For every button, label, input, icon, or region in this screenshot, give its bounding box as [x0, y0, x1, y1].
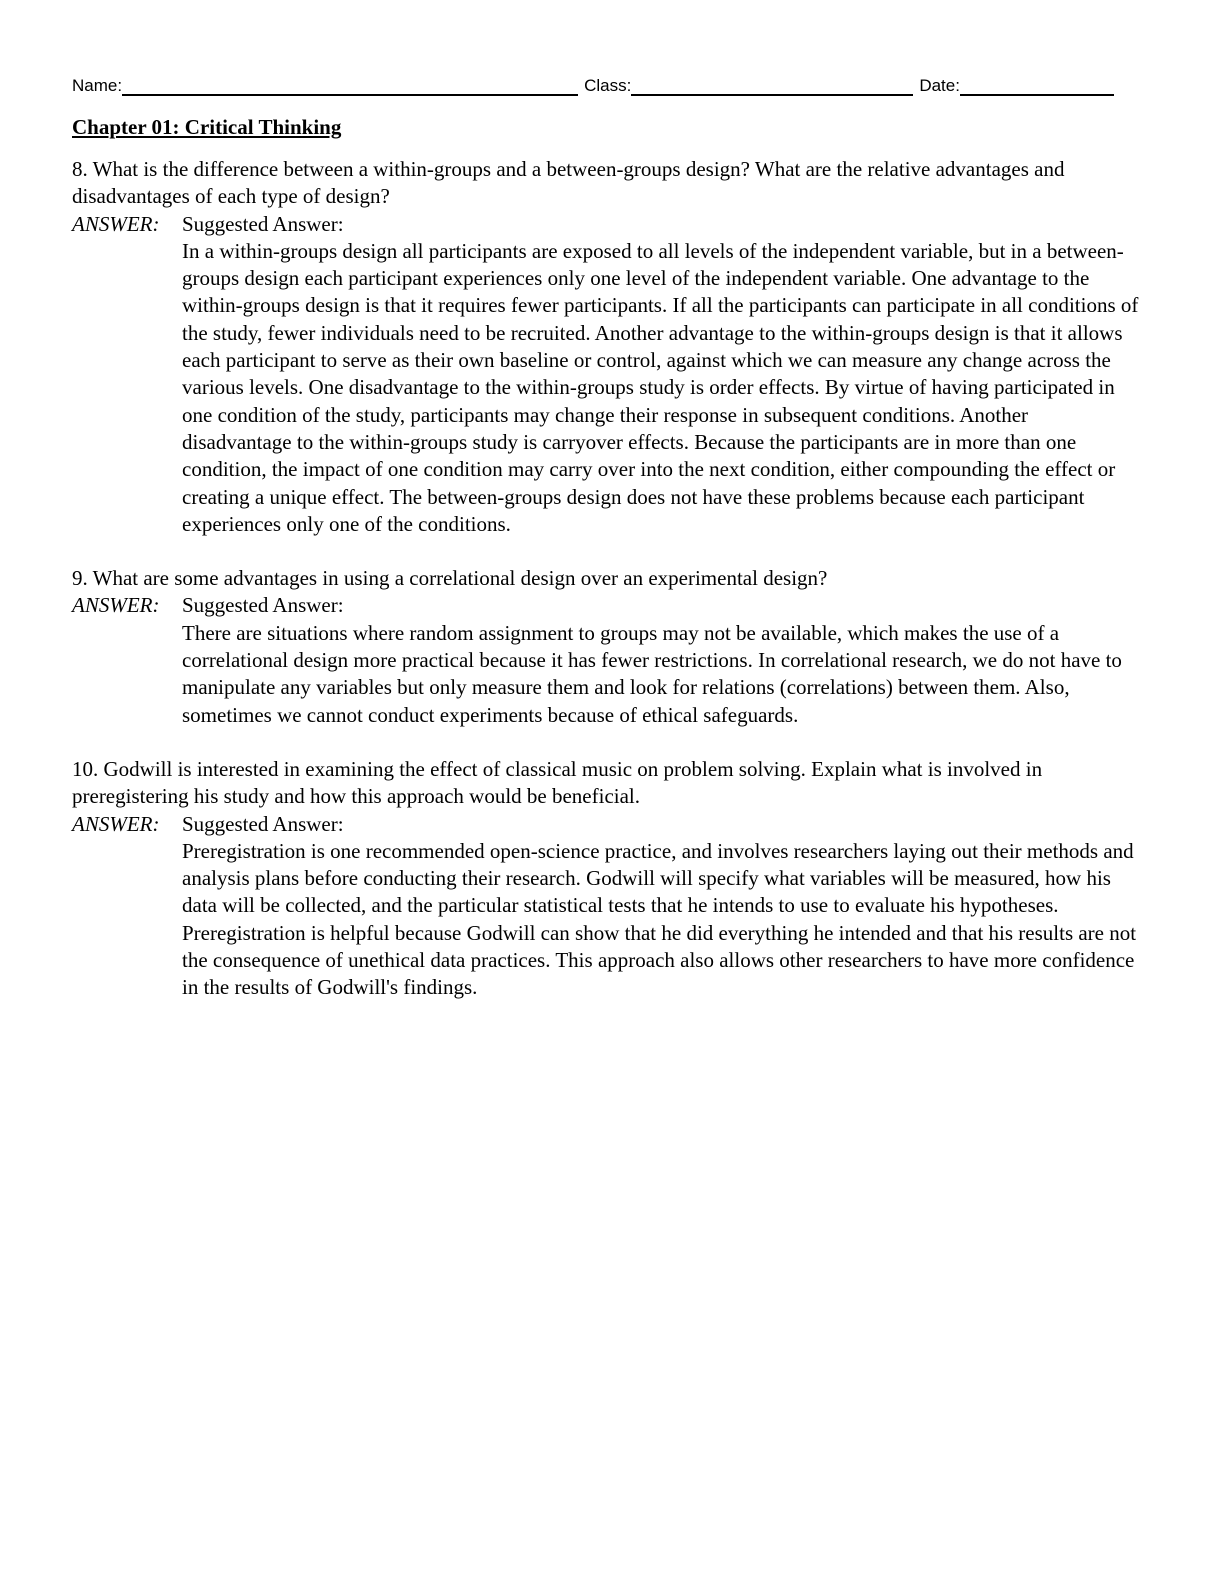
question-text: 9. What are some advantages in using a correlational design over an experimental design? — [72, 566, 828, 591]
chapter-title: Chapter 01: Critical Thinking — [72, 115, 342, 139]
answer-body: Preregistration is one recommended open-science practice, and involves researchers laying out their methods and analysis plans before conducting their research. Godwill will specify what variables will be measured, how his data will be collected, and the particular statistical tests that he intends to use to evaluate his hypotheses. Preregistration is helpful because Godwill can show that he did everything he intended and that his results are not the consequence of unethical data practices. This approach also allows other researchers to have more confidence in the results of Godwill's findings. — [182, 838, 1137, 1000]
date-label: Date: — [919, 76, 960, 95]
student-info-header — [72, 70, 1142, 96]
answer-header — [72, 592, 1142, 619]
suggested-answer-heading: Suggested Answer: — [182, 211, 344, 236]
answer-header — [72, 811, 1142, 838]
name-field-line — [122, 74, 578, 96]
question-10 — [72, 756, 1142, 1002]
answer-label: ANSWER: — [72, 211, 160, 236]
question-text: 8. What is the difference between a within-groups and a between-groups design? What are the relative advantages and disadvantages of each type of design? — [72, 157, 1065, 209]
answer-body: In a within-groups design all participants are exposed to all levels of the independent variable, but in a between-groups design each participant experiences only one level of the independent variable. One advantage to the within-groups design is that it requires fewer participants. If all the participants can participate in all conditions of the study, fewer individuals need to be recruited. Another advantage to the within-groups design is that it allows each participant to serve as their own baseline or control, against which we can measure any change across the various levels. One disadvantage to the within-groups study is order effects. By virtue of having participated in one condition of the study, participants may change their response in subsequent conditions. Another disadvantage to the within-groups study is carryover effects. Because the participants are in more than one condition, the impact of one condition may carry over into the next condition, either compounding the effect or creating a unique effect. The between-groups design does not have these problems because each participant experiences only one of the conditions. — [182, 238, 1139, 536]
class-field-line — [631, 74, 913, 96]
question-8 — [72, 156, 1142, 538]
suggested-answer-heading: Suggested Answer: — [182, 811, 344, 836]
name-label: Name: — [72, 76, 123, 95]
question-9 — [72, 565, 1142, 729]
answer-body: There are situations where random assignment to groups may not be available, which makes the use of a correlational design more practical because it has fewer restrictions. In correlational research, we do not have to manipulate any variables but only measure them and look for relations (correlations) between them. Also, sometimes we cannot conduct experiments because of ethical safeguards. — [182, 620, 1122, 727]
class-label: Class: — [584, 76, 632, 95]
answer-label: ANSWER: — [72, 593, 160, 618]
worksheet-page — [72, 70, 1142, 1029]
date-field-line — [960, 74, 1114, 96]
answer-label: ANSWER: — [72, 811, 160, 836]
suggested-answer-heading: Suggested Answer: — [182, 593, 344, 618]
question-text: 10. Godwill is interested in examining the effect of classical music on problem solving. Explain what is involved in preregistering his study and how this approach would be beneficial. — [72, 756, 1043, 809]
answer-header — [72, 211, 1142, 238]
